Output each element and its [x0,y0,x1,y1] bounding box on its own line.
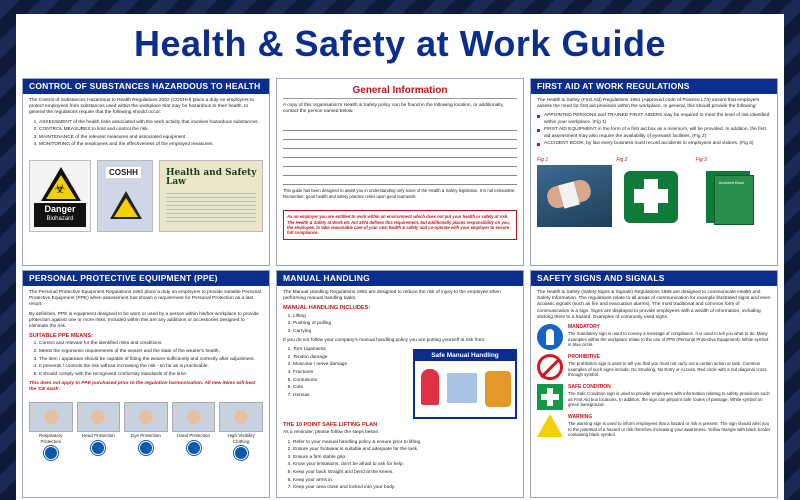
coshh-list [29,120,263,149]
manual-risk-item: 7. Hernias [293,393,409,399]
lifting-plan-heading: THE 10 POINT SAFE LIFTING PLAN [283,422,378,429]
first-aid-kit-icon [616,156,691,227]
hi-vis-vest-icon [219,402,263,432]
manual-risk-item: 6. Cuts [293,385,409,391]
lifting-plan-intro: As a reminder, please follow the steps below: [283,430,379,436]
gloves-icon [172,402,216,432]
safe-condition-sign-icon [537,384,563,410]
manual-risk-item: 3. Muscular / nerve damage [293,362,409,368]
ppe-list [29,341,263,378]
manual-risk-item: 4. Fractures [293,370,409,376]
first-aid-item: APPOINTED PERSONS and TRAINED FIRST AIDERS may be required to meet the level of risk identified within your workplace. (Fig 1) [537,113,771,125]
ppe-label: Eye Protection [131,433,161,439]
manual-risk-item: 5. Contusions [293,378,409,384]
fig-1-caption: Fig 1 [537,156,549,163]
manual-handling-heading: MANUAL HANDLING [277,271,523,286]
ppe-hand [172,402,216,459]
manual-includes-heading: MANUAL HANDLING INCLUDES: [283,305,371,312]
worker-figure-icon [485,371,511,407]
first-aid-panel [530,78,778,266]
ppe-item: 3. The item / apparatus should be capable of fitting the wearer sufficiently and correctly after adjustment. [39,357,263,363]
sign-desc: The mandatory sign is used to convey a message of compliance. It is used to tell you what to do. Many examples within the workplace relate to the use of PPE (Personal Protective Equipment). White symbol in blue circle. [568,331,769,348]
biohazard-label: Biohazard [46,215,74,222]
ppe-label: High Visibility Clothing [227,433,255,444]
accident-book-icon [695,156,771,227]
coshh-heading: CONTROL OF SUBSTANCES HAZARDOUS TO HEALTH [23,79,269,94]
lifting-step: 1. Refer to your manual handling policy & ensure prior to lifting. [293,440,517,446]
ppe-panel [22,270,270,498]
ppe-item: 2. Meets the ergonomic requirements of the wearer and the state of the wearer's health. [39,349,263,355]
sign-warning-row [537,414,771,438]
safe-manual-handling-poster [413,349,517,419]
first-aid-heading: FIRST AID AT WORK REGULATIONS [531,79,777,94]
safety-signs-intro: The Health & Safety (Safety Signs & Signals) Regulations 1996 are designed to communicate Health and Safety Information. The regulations relate to all areas of communication for example illustrated signs and even acoustic signals (such as fire and evacuation alarms). The most traditional and common form of communication is a sign. Signs are displayed to provide employees with a wealth of information, including sticking them to a hazard. Examples of commonly used signs. [537,290,771,320]
coshh-images [23,160,269,232]
mandatory-dot-icon [187,441,201,455]
first-aid-item: FIRST AID EQUIPMENT in the form of a first aid box as a minimum, will be provided. In addition, the first aid assessment may also require the availability of eyewash facilities. (Fig 2) [537,127,771,139]
bandaged-arm-icon [537,156,612,227]
manual-risk-list [283,347,409,399]
prohibition-sign-icon [537,354,563,380]
ppe-intro: The Personal Protective Equipment Regulations 1992 place a duty on employers to provide suitable Personal Protective Equipment (PPE) when assessment has shown a requirement for Personal Protection as a last resort. [29,290,261,308]
lifting-step: 4. Know your limitations, don't be afraid to ask for help. [293,462,517,468]
ppe-warning: This does not apply to PPE purchased prior to the regulation harmonisation. All new items will bear the 'CE mark'. [29,381,256,393]
safety-signs-panel [530,270,778,498]
fig-3-caption: Fig 3 [695,156,707,163]
general-guide-note: This guide has been designed to assist you in understanding only some of the Health & Safety legislation. It is not exhaustive. Remember, good health and safety practice relies upon good teamwork. [283,188,516,199]
fig-2-caption: Fig 2 [616,156,628,163]
manual-include-item: 2. Pushing or pulling [293,321,517,327]
ppe-item: 5. It should comply with the recognised conformity standards of the time. [39,372,263,378]
poster [16,14,784,500]
lifting-steps [283,440,517,492]
first-aid-item: ACCIDENT BOOK, by law every business must record accidents to employees and visitors. (Fig 3) [537,141,771,147]
general-info-heading: General Information [283,79,517,99]
ppe-icons [23,402,269,459]
respirator-icon [29,402,73,432]
first-aid-figures [531,156,777,229]
law-poster-title: Health and Safety Law [166,167,257,187]
biohazard-sign-icon: ☣ Danger Biohazard [29,160,91,232]
ppe-label: Respiratory Protection [39,433,63,444]
manual-risk-item: 2. Tendon damage [293,355,409,361]
coshh-book-label: COSHH [106,167,141,178]
ppe-item: 4. It prevents / controls the risk without increasing the risk - so far as is practicable. [39,364,263,370]
general-info-lines [277,122,523,185]
manual-risk-item: 1. Torn Ligaments [293,347,409,353]
ppe-subheading: SUITABLE PPE MEANS: [29,333,93,340]
mandatory-dot-icon [91,441,105,455]
coshh-item: 2. CONTROL MEASURES to limit and control the risk. [39,127,263,133]
ppe-eye [124,402,168,459]
warning-sign-icon [537,414,563,437]
manual-include-item: 1. Lifting [293,314,517,320]
poster-title: Health & Safety at Work Guide [134,23,666,64]
ppe-hi-vis [219,402,263,459]
mandatory-sign-icon [537,324,563,350]
coshh-item: 3. MAINTENANCE of the relevant measures and associated equipment. [39,135,263,141]
coshh-book-icon [97,160,153,232]
sign-title: PROHIBITIVE [568,354,600,361]
danger-label: Danger [44,203,76,214]
worker-figure-icon [421,369,439,405]
safe-manual-handling-title: Safe Manual Handling [415,351,515,361]
lifting-step: 2. Ensure your footwear is suitable and adequate for the task. [293,447,517,453]
box-lift-icon [447,373,477,403]
safety-signs-heading: SAFETY SIGNS AND SIGNALS [531,271,777,286]
manual-intro: The Manual Handling Regulations 1992 are designed to reduce the risk of injury to the employee when performing manual handling tasks. [283,290,501,302]
ppe-head [77,402,121,459]
lifting-step: 6. Keep your arms in. [293,478,517,484]
lifting-step: 5. Keep your back straight and bend at the knees. [293,470,517,476]
hard-hat-icon [77,402,121,432]
coshh-panel [22,78,270,266]
manual-includes-list [283,314,517,335]
mandatory-dot-icon [234,446,248,460]
general-info-text: A copy of this organisation's Health & Safety policy can be found in the following location, or additionally, contact the person named below. [283,103,504,115]
sign-title: WARNING [568,414,593,421]
sign-desc: The Safe Condition sign is used to provide employees with information relating to safety provisions such as First Aid box locations. In addition, the sign can pinpoint safe routes of passage. White symbol on green background. [568,391,770,408]
coshh-intro: The Control of Substances Hazardous to Health Regulations 2002 (COSHH) place a duty on employers to protect employees from substances used within the workplace that may be hazardous to their health. In general the regulations require that the following should occur: [29,98,255,116]
manual-include-item: 3. Carrying [293,329,517,335]
ppe-heading: PERSONAL PROTECTIVE EQUIPMENT (PPE) [23,271,269,286]
ppe-label: Hand Protection [177,433,211,439]
ppe-definition: By definition, PPE is equipment designed to be worn or used by a person within his/her workplace to provide protection against one or more risks. Included within this are any additions or accessories designed to eliminate the risk. [29,311,259,330]
manual-risk-text: If you do not follow your company's manual handling policy you are putting yourself at risk from: [283,338,486,343]
panel-grid [22,78,778,498]
law-poster-icon [159,160,263,232]
accident-book-label: Accident Book [718,179,745,185]
first-aid-intro: The Health & Safety (First Aid) Regulations 1981 (Approved code of Practice L74) ensure that employers assess the need for first aid provision within the workplace. In general, this should provide the following: [537,98,760,110]
coshh-item: 4. MONITORING of the employees and the effectiveness of the employed measures. [39,142,263,148]
sign-desc: The warning sign is used to inform employees that a hazard or risk is present. The sign should alert you to the potential of a hazard or risk therefore increasing your awareness. Yellow triangle with black border containing black symbol. [568,421,771,438]
sign-desc: The prohibition sign is used to tell you that you must not carry out a certain action or task. Common examples of such signs include: No Smoking, No Entry or Access. Red circle with a red diagonal cross through symbol. [568,361,767,378]
first-aid-list [537,113,771,147]
mandatory-dot-icon [44,446,58,460]
ppe-item: 1. Correct and relevant for the identified risks and conditions. [39,341,263,347]
lifting-step: 7. Keep your area close and locked into your body. [293,485,517,491]
sign-mandatory-row [537,324,771,350]
ppe-respiratory [29,402,73,459]
ppe-label: Head Protection [81,433,115,439]
sign-title: SAFE CONDITION [568,384,611,391]
lifting-step: 3. Ensure a firm stable grip. [293,455,517,461]
coshh-item: 1. ASSESSMENT of the health risks associated with the work activity that involves hazardous substances. [39,120,263,126]
sign-prohibitive-row [537,354,771,380]
goggles-icon [124,402,168,432]
mandatory-dot-icon [139,441,153,455]
general-info-panel [276,78,524,266]
general-employee-box: As an employer you are entitled to work within an environment which does not put your health or safety at risk. The Health & Safety at Work etc Act 1974 defines this requirement, but additionally places responsibility on you, the employee, to take reasonable care of your own health & safety and co-operate with your employer to ensure full compliance. [283,210,517,240]
sign-safe-row [537,384,771,410]
manual-handling-panel [276,270,524,498]
sign-title: MANDATORY [568,324,600,331]
